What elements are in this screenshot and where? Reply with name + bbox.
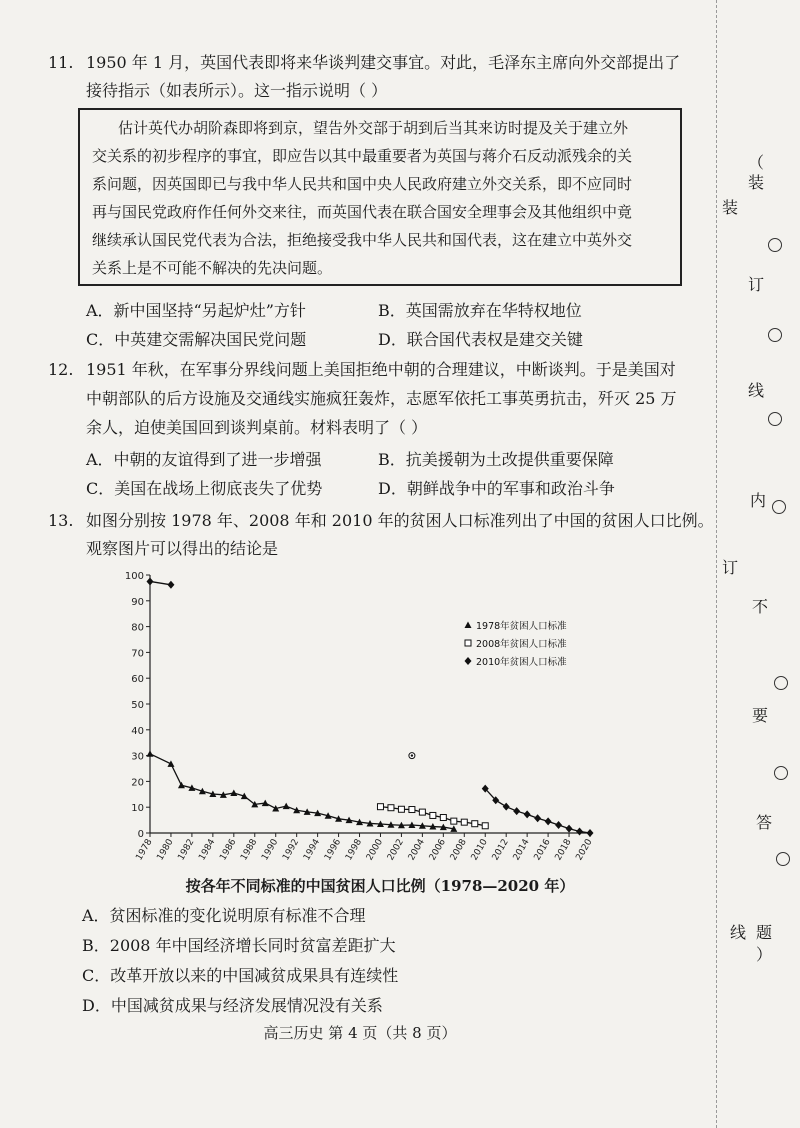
q12-stem-line1: 1951 年秋，在军事分界线问题上美国拒绝中朝的合理建议，中断谈判。于是美国对 [86,360,676,379]
binding-right-char: 要 [752,706,769,725]
x-tick-label: 1980 [155,837,176,863]
legend-marker [465,622,472,629]
binding-right-char: 内 [750,491,767,510]
binding-right-char: 答 [756,813,773,832]
binding-left-char: 线 [730,923,747,942]
square-point [388,805,394,811]
q11-quote-line: 交关系的初步程序的事宜，即应告以其中最重要者为英国与蒋介石反动派残余的关 [92,147,633,165]
q13-stem-line1: 如图分别按 1978 年、2008 年和 2010 年的贫困人口标准列出了中国的贫困人口比例。 [86,511,714,530]
x-tick-label: 2000 [364,837,386,863]
q12-option-c[interactable]: C．美国在战场上彻底丧失了优势 [86,479,323,498]
y-tick-label: 90 [131,596,144,608]
square-point [409,807,415,813]
x-tick-label: 1988 [239,837,260,863]
poverty-rate-chart [120,565,600,865]
x-tick-label: 1986 [218,837,239,863]
legend-entry: 2008年贫困人口标准 [476,639,567,650]
y-tick-label: 50 [131,700,144,711]
triangle-point [167,760,174,767]
stray-marker-point [411,754,413,756]
chart-series [147,577,594,837]
q12-stem-line3: 余人，迫使美国回到谈判桌前。材料表明了（ ） [86,418,428,437]
binding-left-char: 装 [722,198,739,217]
y-tick-label: 0 [137,829,144,840]
diamond-point [534,814,541,822]
square-point [451,818,457,824]
binding-right-char: 题 [756,923,773,942]
q11-quote-line: 关系上是不可能不解决的先决问题。 [92,259,333,277]
y-tick-label: 80 [131,622,144,634]
diamond-point [566,825,573,833]
diamond-point [167,581,174,589]
square-point [430,812,436,818]
q11-option-b[interactable]: B．英国需放弃在华特权地位 [378,301,582,320]
binding-right-char: 线 [748,381,765,400]
q12-stem-line2: 中朝部队的后方设施及交通线实施疯狂轰炸，志愿军依托工事英勇抗击，歼灭 25 万 [86,389,677,408]
triangle-point [178,782,185,789]
binding-left-char: 订 [722,558,739,577]
triangle-point [147,750,154,757]
binding-line [716,0,717,1128]
x-tick-label: 2008 [448,837,469,863]
q11-stem-line2: 接待指示（如表所示）。这一指示说明（ ） [86,81,388,100]
binding-hole [774,766,788,780]
chart-legend [465,620,568,668]
x-tick-label: 1996 [323,837,344,863]
square-point [398,806,404,812]
legend-marker [465,640,471,646]
binding-right-char: 不 [752,597,769,616]
binding-right-char: （ [748,153,765,172]
diamond-point [524,810,531,818]
binding-hole [768,412,782,426]
diamond-series-line [150,581,171,584]
diamond-series-line [485,789,590,833]
y-tick-label: 60 [131,674,144,686]
x-tick-label: 2002 [385,837,407,863]
q13-option-c[interactable]: C．改革开放以来的中国减贫成果具有连续性 [82,966,399,985]
y-tick-label: 20 [131,777,144,789]
y-tick-label: 30 [131,751,144,763]
binding-hole [776,852,790,866]
x-tick-label: 1992 [281,837,302,863]
legend-entry: 1978年贫困人口标准 [476,621,567,632]
q11-quote-line: 再与国民党政府作任何外交来往，而英国代表在联合国安全理事会及其他组织中竟 [92,203,633,221]
y-tick-label: 40 [131,725,144,737]
q11-quote-line: 继续承认国民党代表为合法，拒绝接受我中华人民共和国代表，这在建立中英外交 [92,231,633,249]
x-tick-label: 2016 [532,837,553,863]
diamond-point [503,803,510,811]
x-tick-label: 1990 [260,837,281,863]
q13-option-b[interactable]: B．2008 年中国经济增长同时贫富差距扩大 [82,936,396,955]
q11-number: 11. [48,53,74,72]
diamond-point [587,829,594,837]
q11-option-a[interactable]: A．新中国坚持“另起炉灶”方针 [86,301,306,320]
triangle-series-line [150,754,454,829]
square-point [472,821,478,827]
q12-number: 12. [48,360,74,379]
x-tick-label: 2010 [469,837,490,863]
x-tick-label: 2014 [511,837,532,863]
x-tick-label: 1994 [302,837,323,863]
x-tick-label: 2018 [553,837,574,863]
page-footer: 高三历史 第 4 页（共 8 页） [263,1024,457,1042]
q11-quote-line: 系问题，因英国即已与我中华人民共和国中央人民政府建立外交关系，即不应同时 [92,175,633,193]
binding-hole [774,676,788,690]
diamond-point [555,821,562,829]
binding-hole [772,500,786,514]
q13-option-a[interactable]: A．贫困标准的变化说明原有标准不合理 [82,906,366,925]
q13-option-d[interactable]: D．中国减贫成果与经济发展情况没有关系 [82,996,383,1015]
x-tick-label: 1982 [176,837,197,863]
q11-option-c[interactable]: C．中英建交需解决国民党问题 [86,330,307,349]
triangle-point [230,790,237,797]
x-tick-label: 2020 [574,837,595,863]
legend-entry: 2010年贫困人口标准 [476,657,567,668]
y-tick-label: 70 [131,648,144,660]
diamond-point [545,817,552,825]
q13-stem-line2: 观察图片可以得出的结论是 [86,539,279,558]
diamond-point [147,577,154,585]
x-tick-label: 1978 [134,837,155,863]
q13-number: 13. [48,511,74,530]
y-tick-label: 10 [131,803,144,815]
square-point [419,809,425,815]
binding-right-char: 订 [748,275,765,294]
binding-right-char: ） [756,945,773,964]
square-point [440,815,446,821]
x-tick-label: 1984 [197,837,218,863]
square-point [377,804,383,810]
chart-axes [125,571,595,862]
square-point [461,819,467,825]
legend-marker [465,657,472,665]
x-tick-label: 2012 [490,837,511,863]
triangle-point [283,803,290,810]
binding-right-char: 装 [748,173,765,192]
x-tick-label: 2006 [427,837,448,863]
binding-hole [768,238,782,252]
diamond-point [576,827,583,835]
q11-stem-line1: 1950 年 1 月，英国代表即将来华谈判建交事宜。对此，毛泽东主席向外交部提出了 [86,53,681,72]
chart-caption: 按各年不同标准的中国贫困人口比例（1978—2020 年） [185,877,575,895]
diamond-point [513,807,520,815]
x-tick-label: 2004 [406,837,427,863]
q11-quote-box [78,108,682,286]
q12-option-d[interactable]: D．朝鲜战争中的军事和政治斗争 [378,479,615,498]
x-tick-label: 1998 [344,837,365,863]
square-point [482,823,488,829]
q12-option-a[interactable]: A．中朝的友谊得到了进一步增强 [86,450,322,469]
y-tick-label: 100 [124,571,144,582]
q11-quote-line: 估计英代办胡阶森即将到京，望告外交部于胡到后当其来访时提及关于建立外 [118,119,629,137]
q11-option-d[interactable]: D．联合国代表权是建交关键 [378,330,583,349]
q12-option-b[interactable]: B．抗美援朝为土改提供重要保障 [378,450,614,469]
binding-hole [768,328,782,342]
